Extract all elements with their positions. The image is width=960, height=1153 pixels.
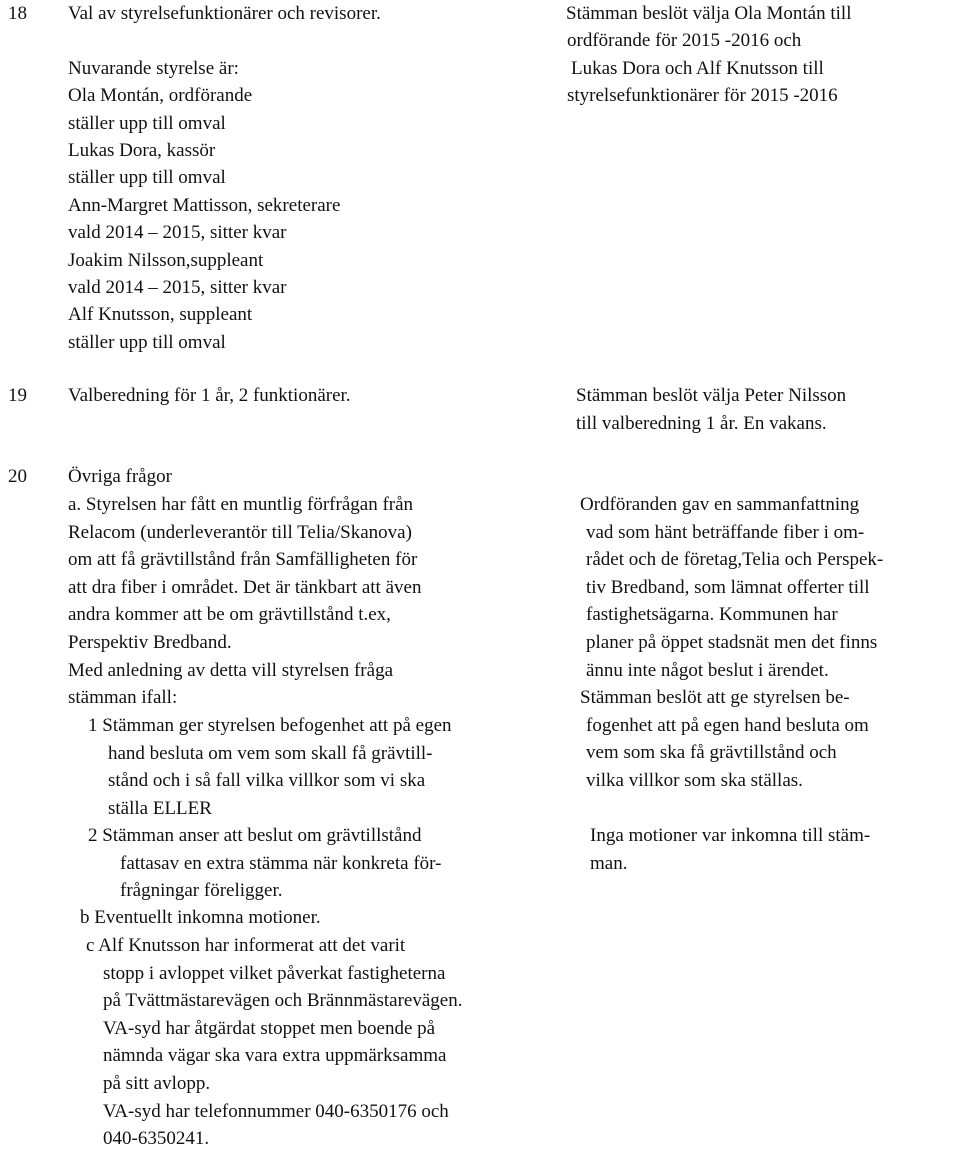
board-line: Alf Knutsson, suppleant [68,304,253,326]
item-20-decision-a [580,491,883,795]
a-line: om att få grävtillstånd från Samfälligheten för [68,549,418,571]
item-20-title-block [68,463,172,491]
option-1-line: 1 Stämman ger styrelsen befogenhet att på egen [88,715,452,736]
item-19-left [68,382,351,410]
board-line: Lukas Dora, kassör [68,140,216,162]
c-line: på Tvättmästarevägen och Brännmästarevägen. [103,990,463,1012]
decision-line: styrelsefunktionärer för 2015 -2016 [567,85,838,107]
decision-line: fastighetsägarna. Kommunen har [586,604,838,626]
item-20-b [80,904,321,932]
option-2 [88,822,441,905]
board-line: Joakim Nilsson,suppleant [68,249,264,271]
option-1 [88,712,452,822]
decision-line: Ordföranden gav en sammanfattning [580,494,860,515]
c-line: stopp i avloppet vilket påverkat fastigheterna [103,962,446,984]
option-1-line: stånd och i så fall vilka villkor som vi ska [108,770,426,792]
board-line: ställer upp till omval [68,331,226,353]
decision-line: Stämman beslöt välja Peter Nilsson [576,385,847,406]
option-2-line: frågningar föreligger. [120,880,283,902]
board-line: vald 2014 – 2015, sitter kvar [68,222,287,244]
item-18-decision [566,0,851,110]
c-line: VA-syd har åtgärdat stoppet men boende på [103,1017,436,1039]
a-line: andra kommer att be om grävtillstånd t.ex, [68,604,391,626]
decision-line: vem som ska få grävtillstånd och [586,742,837,764]
board-line: Ola Montán, ordförande [68,85,253,107]
decision-line: rådet och de företag,Telia och Perspek- [586,549,884,571]
decision-line: Stämman beslöt välja Ola Montán till [566,3,852,24]
decision-line: ordförande för 2015 -2016 och [567,30,802,52]
c-line: VA-syd har telefonnummer 040-6350176 och [103,1100,449,1122]
decision-line: man. [590,852,628,874]
item-18-left [68,0,381,356]
a-line: att dra fiber i området. Det är tänkbart att även [68,576,422,598]
item-number-20: 20 [8,466,27,487]
board-line: Ann-Margret Mattisson, sekreterare [68,194,341,216]
decision-line: vilka villkor som ska ställas. [586,769,803,791]
decision-line: vad som hänt beträffande fiber i om- [586,521,865,543]
a-line: a. Styrelsen har fått en muntlig förfrågan från [68,494,414,515]
c-line: c Alf Knutsson har informerat att det varit [86,935,406,956]
decision-line: ännu inte något beslut i ärendet. [586,659,829,681]
item-18-title: Val av styrelsefunktionärer och revisorer. [68,3,381,24]
option-2-line: 2 Stämman anser att beslut om grävtillstånd [88,825,422,846]
decision-line: Lukas Dora och Alf Knutsson till [571,57,824,79]
item-19-title: Valberedning för 1 år, 2 funktionärer. [68,385,351,406]
c-line: 040-6350241. [103,1128,210,1150]
b-line: b Eventuellt inkomna motioner. [80,907,321,928]
decision-line: tiv Bredband, som lämnat offerter till [586,576,870,598]
c-line: på sitt avlopp. [103,1072,211,1094]
item-number-18: 18 [8,3,27,24]
item-19-decision [576,382,846,437]
board-line: ställer upp till omval [68,112,226,134]
decision-line: planer på öppet stadsnät men det finns [586,631,878,653]
item-20-title: Övriga frågor [68,466,172,487]
board-heading: Nuvarande styrelse är: [68,57,239,79]
decision-line: Inga motioner var inkomna till stäm- [590,825,871,846]
item-number-19: 19 [8,385,27,406]
decision-line: fogenhet att på egen hand besluta om [586,714,869,736]
item-20-a-text [68,491,421,712]
a-line: Med anledning av detta vill styrelsen fråga [68,659,394,681]
a-line: stämman ifall: [68,687,178,709]
decision-line: till valberedning 1 år. En vakans. [576,412,827,434]
item-20-c [86,932,462,1153]
item-20-decision-b [590,822,870,877]
a-line: Relacom (underleverantör till Telia/Skanova) [68,521,412,543]
option-2-line: fattasav en extra stämma när konkreta för- [120,852,442,874]
a-line: Perspektiv Bredband. [68,631,232,653]
option-1-line: ställa ELLER [108,797,212,819]
blank-line [68,27,381,54]
c-line: nämnda vägar ska vara extra uppmärksamma [103,1045,447,1067]
board-line: ställer upp till omval [68,167,226,189]
board-line: vald 2014 – 2015, sitter kvar [68,277,287,299]
decision-line: Stämman beslöt att ge styrelsen be- [580,687,850,709]
option-1-line: hand besluta om vem som skall få grävtill- [108,742,433,764]
